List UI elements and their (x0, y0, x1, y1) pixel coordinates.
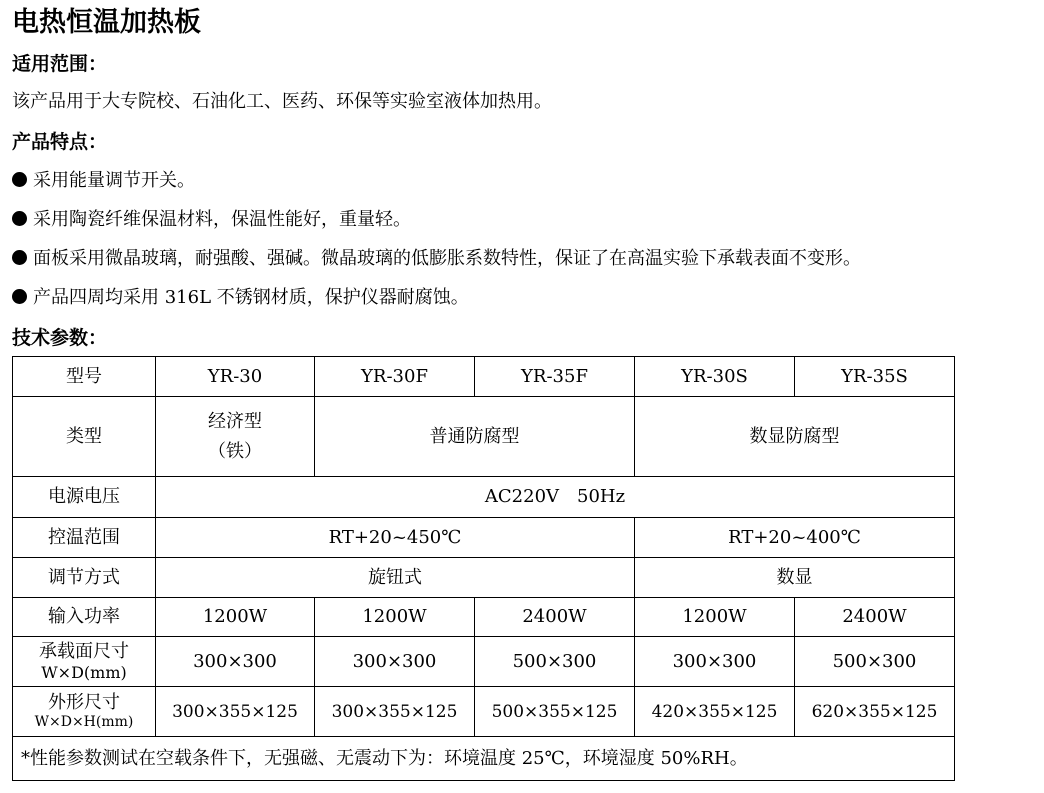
row-label-outer-size (13, 687, 156, 737)
type-economy-line1: 经济型 (208, 410, 262, 432)
feature-text: 面板采用微晶玻璃，耐强酸、强碱。微晶玻璃的低膨胀系数特性，保证了在高温实验下承载表面不变形。 (33, 248, 861, 269)
plate-size-cell: 300×300 (315, 637, 475, 687)
type-cell-economy (156, 397, 315, 477)
control-cell: 旋钮式 (156, 558, 635, 598)
model-cell: YR-30 (156, 357, 315, 397)
type-economy-line2: （铁） (208, 440, 262, 462)
row-label-control: 调节方式 (13, 558, 156, 598)
scope-text: 该产品用于大专院校、石油化工、医药、环保等实验室液体加热用。 (12, 91, 552, 112)
model-cell: YR-35F (475, 357, 635, 397)
feature-text: 采用能量调节开关。 (33, 170, 195, 191)
type-cell-digital: 数显防腐型 (635, 397, 955, 477)
feature-item (12, 207, 411, 233)
feature-item (12, 285, 469, 311)
outer-size-label-line1: 外形尺寸 (48, 692, 120, 713)
outer-size-cell: 420×355×125 (635, 687, 795, 737)
bullet-icon (12, 250, 27, 265)
row-label-input-power: 输入功率 (13, 598, 156, 637)
table-row (13, 397, 955, 477)
power-supply-cell: AC220V 50Hz (156, 477, 955, 518)
plate-size-cell: 300×300 (635, 637, 795, 687)
input-power-cell: 1200W (315, 598, 475, 637)
table-row (13, 737, 955, 781)
table-row (13, 357, 955, 397)
temp-range-cell: RT+20~400℃ (635, 518, 955, 558)
row-label-plate-size (13, 637, 156, 687)
table-row (13, 518, 955, 558)
page-title: 电热恒温加热板 (12, 7, 201, 38)
model-cell: YR-30S (635, 357, 795, 397)
outer-size-cell: 300×355×125 (315, 687, 475, 737)
row-label-power-supply: 电源电压 (13, 477, 156, 518)
model-cell: YR-30F (315, 357, 475, 397)
feature-item (12, 168, 195, 194)
table-row (13, 558, 955, 598)
row-label-type: 类型 (13, 397, 156, 477)
plate-size-cell: 500×300 (795, 637, 955, 687)
table-row (13, 598, 955, 637)
bullet-icon (12, 172, 27, 187)
input-power-cell: 1200W (156, 598, 315, 637)
plate-size-cell: 500×300 (475, 637, 635, 687)
specs-heading: 技术参数： (12, 327, 108, 349)
outer-size-cell: 620×355×125 (795, 687, 955, 737)
bullet-icon (12, 211, 27, 226)
spec-table (12, 356, 955, 781)
feature-text: 产品四周均采用 316L 不锈钢材质，保护仪器耐腐蚀。 (33, 287, 469, 308)
input-power-cell: 2400W (795, 598, 955, 637)
plate-size-cell: 300×300 (156, 637, 315, 687)
outer-size-label-line2: W×D×H(mm) (34, 714, 134, 730)
table-row (13, 477, 955, 518)
type-cell-common: 普通防腐型 (315, 397, 635, 477)
table-row (13, 687, 955, 737)
feature-item (12, 246, 861, 272)
control-cell: 数显 (635, 558, 955, 598)
row-label-model: 型号 (13, 357, 156, 397)
feature-text: 采用陶瓷纤维保温材料，保温性能好，重量轻。 (33, 209, 411, 230)
row-label-temp-range: 控温范围 (13, 518, 156, 558)
plate-size-label-line2: W×D(mm) (41, 663, 127, 682)
bullet-icon (12, 289, 27, 304)
features-heading: 产品特点： (12, 131, 108, 153)
model-cell: YR-35S (795, 357, 955, 397)
outer-size-cell: 500×355×125 (475, 687, 635, 737)
input-power-cell: 1200W (635, 598, 795, 637)
temp-range-cell: RT+20~450℃ (156, 518, 635, 558)
spec-note: *性能参数测试在空载条件下，无强磁、无震动下为：环境温度 25℃，环境湿度 50%RH。 (13, 737, 955, 781)
outer-size-cell: 300×355×125 (156, 687, 315, 737)
input-power-cell: 2400W (475, 598, 635, 637)
plate-size-label-line1: 承载面尺寸 (39, 641, 129, 662)
table-row (13, 637, 955, 687)
scope-heading: 适用范围： (12, 53, 108, 75)
